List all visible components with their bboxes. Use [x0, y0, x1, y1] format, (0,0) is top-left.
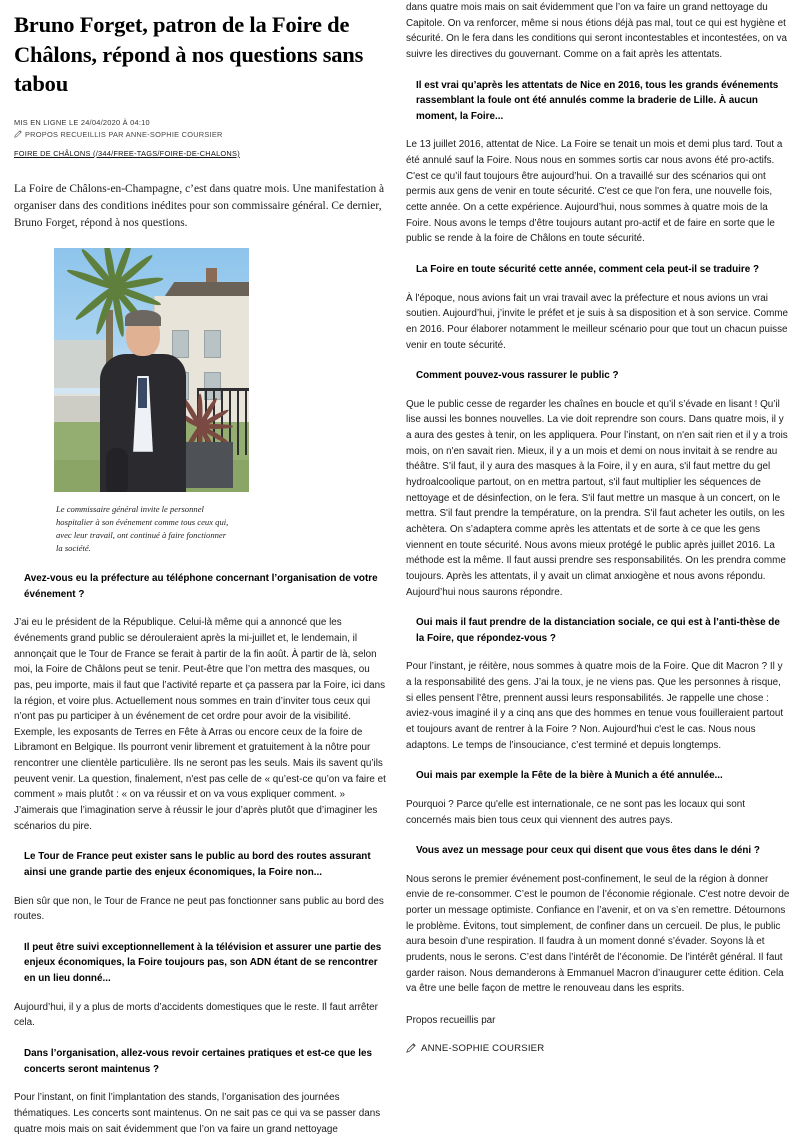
- interview-question: Dans l’organisation, allez-vous revoir certaines pratiques et est-ce que les concerts seront maintenus ?: [24, 1048, 372, 1075]
- interview-answer: Pourquoi ? Parce qu'elle est internationale, ce ne sont pas les locaux qui sont concernés mais bien tous ceux qui viennent des autres pays.: [406, 798, 745, 826]
- article-intro: La Foire de Châlons-en-Champagne, c’est dans quatre mois. Une manifestation à organiser dans des conditions inédites pour son commissaire général. Ce dernier, Bruno Forget, répond à nos questions.: [14, 182, 385, 230]
- left-column-body: [14, 571, 386, 1137]
- right-column: [400, 0, 800, 1054]
- interview-answer: Pour l’instant, on finit l’implantation des stands, l’organisation des journées thématiques. Les concerts sont maintenus. On ne sait pas ce qui va se passer dans quatre mois mais on sait évidemment que l’on va faire un grand nettoyage: [14, 1092, 381, 1135]
- publish-date: MIS EN LIGNE LE 24/04/2020 À 04:10: [14, 118, 150, 128]
- interview-question: Il peut être suivi exceptionnellement à la télévision et assurer une partie des enjeux économiques, la Foire toujours pas, son ADN étant de se rencontrer en un lieu donné...: [24, 941, 382, 985]
- interview-question: Oui mais il faut prendre de la distanciation sociale, ce qui est à l’anti-thèse de la Foire, que répondez-vous ?: [416, 617, 780, 644]
- interview-answer: Le 13 juillet 2016, attentat de Nice. La Foire se tenait un mois et demi plus tard. Tout a été annulé sauf la Foire. Nous nous en sommes sortis car nous avons été pro-actifs. C'est ce qu’il faut toujours être aujourd’hui. On a travaillé sur des scénarios qui ont permis aux gens de venir en toute sécurité. C'est ce que l'on fera, une nouvelle fois, cette année. On a cette expérience. Aujourd’hui, nous sommes à quatre mois de la Foire. Nous avons le temps d’être toujours autant pro-actif et de faire en sorte que le public se rende à la foire de Châlons en toute sécurité.: [406, 139, 783, 245]
- right-column-body: [406, 0, 790, 997]
- interview-answer: Que le public cesse de regarder les chaînes en boucle et qu’il s’évade en lisant ! Qu’il lise aussi les bonnes nouvelles. La vie doit reprendre son cours. Dans quatre mois, il y a aura des gestes à tenir, on les appliquera. Pour l’instant, on n'en sait rien et il y a trois mois, on n'en savait rien. Mieux, il y a un mois et demi on nous invitait à se rendre au théâtre. S’il faut, il y aura des masques à la Foire, il y en aura, s'il faut mettre du gel hydroalcoolique partout, on en mettra partout, s'il faut multiplier les séquences de nettoyage et de désinfection, on le fera. S'il faut mettre un masque à un concert, on le mettra. S'il faut prendre la température, on la prendra. S'il faut acheter les outils, on les achètera. On s’adaptera comme après les attentats et de sorte à ce que les gens viennent en toute sécurité. Nous avons mieux protégé le public après juillet 2016. La méthode est la même. Il faut aussi prendre ses responsabilités. On les prendra comme toujours. Après les attentats, il y avait un climat anxiogène et nous avons répondu. Aujourd’hui nous saurons répondre.: [406, 398, 788, 598]
- article-photo: [54, 248, 249, 496]
- author-credit: [14, 129, 386, 140]
- article-figure: [54, 248, 249, 555]
- interview-question: Oui mais par exemple la Fête de la bière à Munich a été annulée...: [416, 770, 723, 782]
- page-title: Bruno Forget, patron de la Foire de Châlons, répond à nos questions sans tabou: [14, 12, 364, 97]
- interview-answer: Bien sûr que non, le Tour de France ne peut pas fonctionner sans public au bord des routes.: [14, 895, 384, 923]
- interview-answer: J’ai eu le président de la République. Celui-là même qui a annoncé que les événements grand public se dérouleraient après la mi-juillet et, le lendemain, il annonçait que le Tour de France se ferait à partir de la fin août. À partir de là, selon moi, la Foire de Châlons peut se tenir. Peut-être que l’on mettra des masques, ou pas, peu importe, mais il faut que l’activité reparte et ça passera par la Foire, ici dans la région, et voire plus. Actuellement nous sommes en train d’inviter tous ceux qui n’ont pas pu participer à un événement de cet ordre pour avoir de la visibilité. Exemple, les exposants de Terres en Fête à Arras ou encore ceux de la foire de Libramont en Belgique. Ils pourront venir librement et gratuitement à la nôtre pour rencontrer une clientèle particulière. Ils ne seront pas les seuls. Mais ils savent qu’ils peuvent venir. La question, finalement, n'est pas celle de « qu’est-ce qu’on va faire et comment » mais plutôt : « on va réussir et on va vous expliquer comment. » J’aimerais que l’imagination serve à réussir le jour d’après plutôt que d’imaginer les scénarios du pire.: [14, 617, 386, 832]
- interview-answer: Pour l’instant, je réitère, nous sommes à quatre mois de la Foire. Que dit Macron ? Il y a la responsabilité des gens. J’ai la toux, je ne viens pas. Que les personnes à risque, si elles pensent l’être, prennent aussi leurs responsabilités. Je rappelle une chose : aviez-vous imaginé il y a cinq ans que des hommes en tenue vous fouilleraient partout et toujours avant de rentrer à la Foire ? Non. Aujourd'hui c'est le cas. Nous nous adaptons. Le temps de l’insouciance, c’est terminé et depuis longtemps.: [406, 661, 784, 751]
- interview-question: Le Tour de France peut exister sans le public au bord des routes assurant ainsi une grande partie des enjeux économiques, la Foire non...: [24, 851, 371, 878]
- author-credit-label: PROPOS RECUEILLIS PAR ANNE-SOPHIE COURSIER: [25, 129, 223, 139]
- interview-question: Comment pouvez-vous rassurer le public ?: [416, 370, 619, 382]
- byline: [406, 1043, 790, 1054]
- signoff-label: Propos recueillis par: [406, 1014, 496, 1026]
- interview-answer: Aujourd’hui, il y a plus de morts d’accidents domestiques que le reste. Il faut arrêter cela.: [14, 1001, 378, 1029]
- tag-link-foire-de-chalons[interactable]: FOIRE DE CHÂLONS (/344/FREE-TAGS/FOIRE-DE-CHALONS): [14, 149, 240, 158]
- interview-question: Vous avez un message pour ceux qui disent que vous êtes dans le déni ?: [416, 845, 760, 857]
- pencil-icon: [406, 1043, 416, 1053]
- article-meta: [14, 117, 386, 165]
- interview-question: Avez-vous eu la préfecture au téléphone concernant l’organisation de votre événement ?: [24, 573, 378, 600]
- byline-author: ANNE-SOPHIE COURSIER: [421, 1042, 545, 1054]
- photo-caption: Le commissaire général invite le personnel hospitalier à son événement comme tous ceux qui, avec leur travail, ont continué à faire fonctionner la société.: [56, 503, 229, 553]
- interview-answer: À l'époque, nous avions fait un vrai travail avec la préfecture et nous avions un vrai soutien. Aujourd’hui, j’invite le préfet et je suis à sa disposition et à son service. Comme en 2016. Pour élaborer notamment le meilleur scénario pour que tout un chacun puisse venir en toute sécurité.: [406, 292, 789, 351]
- interview-question: La Foire en toute sécurité cette année, comment cela peut-il se traduire ?: [416, 263, 759, 275]
- interview-answer: dans quatre mois mais on sait évidemment que l’on va faire un grand nettoyage du Capitole. On va renforcer, même si nous étions déjà pas mal, tout ce qui est hygiène et sécurité. On le fera dans les conditions qui seront incontestables et incontestées, on va suivre les directives du gouvernant. Comme on a fait après les attentats.: [406, 2, 787, 60]
- interview-answer: Nous serons le premier événement post-confinement, le seul de la région à donner envie de re-consommer. C’est le poumon de l’économie régionale. C'est notre devoir de porter un message optimiste. Confiance en l’avenir, et on va s’en remettre. Détournons le problème. Évitons, tout simplement, de confiner dans un cercueil. De plus, le public aura besoin d’une respiration. Il faudra à un moment donné s’évader. Soyons là et prudents, nous le serons. C’est dans l’intérêt de l’économie. De l’intérêt général. Il faut garder raison. Nous demanderons à Emmanuel Macron d’inaugurer cette édition. Cela va être une belle façon de mettre le renouveau dans les esprits.: [406, 873, 790, 995]
- interview-question: Il est vrai qu’après les attentats de Nice en 2016, tous les grands événements rassemblant la foule ont été annulés comme la braderie de Lille. À aucun moment, la Foire...: [416, 79, 779, 122]
- pencil-icon: [14, 130, 22, 138]
